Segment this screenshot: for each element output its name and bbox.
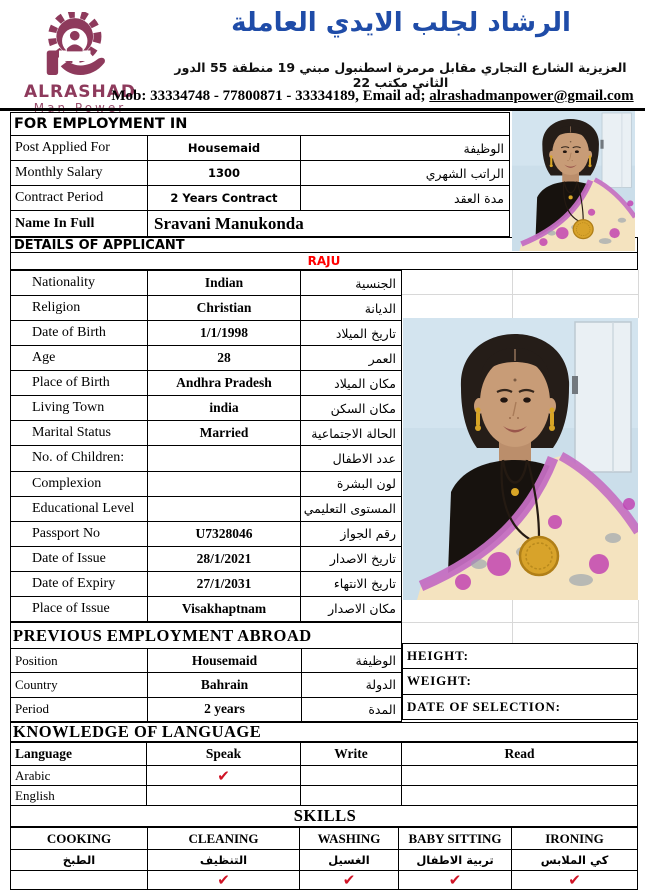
field-value: Visakhaptnam — [148, 596, 301, 621]
field-label: Name In Full — [11, 211, 148, 237]
field-value: 28 — [148, 346, 301, 371]
table-row — [11, 673, 402, 697]
field-value: Housemaid — [148, 649, 302, 673]
read-checkmark — [402, 766, 638, 786]
field-label: Date of Birth — [11, 321, 148, 346]
skill-header-arabic: التنظيف — [148, 850, 300, 871]
details-table — [10, 270, 402, 622]
field-value: 2 Years Contract — [148, 186, 301, 211]
table-row — [11, 623, 402, 649]
field-label: Living Town — [11, 396, 148, 421]
field-value: U7328046 — [148, 521, 301, 546]
field-label-arabic: الوظيفة — [301, 136, 510, 161]
agent-name-row — [10, 252, 638, 270]
table-row — [11, 697, 402, 721]
speak-checkmark — [147, 786, 301, 806]
table-row — [11, 496, 402, 521]
section-title-previous-employment: PREVIOUS EMPLOYMENT ABROAD — [11, 623, 402, 649]
agency-address-arabic: العزيزية الشارع التجاري مقابل مرمرة اسطنبول مبني 19 منطقة 55 الدور الثاني مكتب 22 — [174, 60, 627, 90]
applicant-name: Sravani Manukonda — [148, 211, 510, 237]
height-field: HEIGHT: — [403, 644, 638, 669]
agency-title-arabic: الرشاد لجلب الايدي العاملة — [231, 8, 571, 38]
column-header: Read — [402, 743, 638, 766]
table-row — [11, 211, 510, 237]
table-row — [11, 571, 402, 596]
table-row — [11, 421, 402, 446]
section-title-language — [10, 722, 638, 742]
field-value: india — [148, 396, 301, 421]
field-label: Position — [11, 649, 148, 673]
skill-checkmark: ✔ — [300, 871, 399, 890]
field-value: Christian — [148, 296, 301, 321]
table-row — [11, 521, 402, 546]
field-value: 1300 — [148, 161, 301, 186]
write-checkmark — [301, 766, 402, 786]
language-table — [10, 742, 638, 806]
manpower-logo-icon — [28, 12, 118, 82]
field-label: Age — [11, 346, 148, 371]
table-row — [11, 271, 402, 296]
table-row — [11, 471, 402, 496]
field-label: No. of Children: — [11, 446, 148, 471]
field-label: Complexion — [11, 471, 148, 496]
field-label-arabic: لون البشرة — [301, 471, 402, 496]
field-label: Place of Birth — [11, 371, 148, 396]
field-value — [148, 446, 301, 471]
contact-line — [100, 88, 645, 105]
skill-header: COOKING — [11, 828, 148, 850]
table-row — [11, 828, 638, 850]
skill-header-arabic: كي الملابس — [512, 850, 638, 871]
logo-wordmark: ALRASHAD — [24, 82, 136, 102]
field-value: 27/1/2031 — [148, 571, 301, 596]
skill-checkmark: ✔ — [512, 871, 638, 890]
skill-checkmark: ✔ — [399, 871, 512, 890]
table-row — [11, 446, 402, 471]
table-row — [11, 371, 402, 396]
column-header: Write — [301, 743, 402, 766]
section-title-details-text: DETAILS OF APPLICANT — [14, 237, 185, 253]
skill-header-arabic: الغسيل — [300, 850, 399, 871]
table-row — [11, 871, 638, 890]
skill-checkmark: ✔ — [148, 871, 300, 890]
selection-date-field: DATE OF SELECTION: — [403, 694, 638, 719]
field-label: Religion — [11, 296, 148, 321]
previous-employment-table — [10, 622, 402, 722]
field-value: Indian — [148, 271, 301, 296]
field-label-arabic: مكان الميلاد — [301, 371, 402, 396]
field-label: Educational Level — [11, 496, 148, 521]
field-value: 28/1/2021 — [148, 546, 301, 571]
skill-header: IRONING — [512, 828, 638, 850]
field-label: Period — [11, 697, 148, 721]
table-row — [403, 694, 638, 719]
field-label: Post Applied For — [11, 136, 148, 161]
field-label-arabic: الوظيفة — [302, 649, 402, 673]
weight-field: WEIGHT: — [403, 669, 638, 694]
table-row — [11, 396, 402, 421]
table-row — [11, 186, 510, 211]
skill-header: BABY SITTING — [399, 828, 512, 850]
field-label: Marital Status — [11, 421, 148, 446]
field-label-arabic: مكان الاصدار — [301, 596, 402, 621]
employment-table — [10, 112, 510, 237]
field-label-arabic: تاريخ الميلاد — [301, 321, 402, 346]
write-checkmark — [301, 786, 402, 806]
language-name: English — [11, 786, 147, 806]
read-checkmark — [402, 786, 638, 806]
field-label: Nationality — [11, 271, 148, 296]
agent-name: RAJU — [307, 254, 341, 268]
field-label-arabic: مكان السكن — [301, 396, 402, 421]
field-label: Place of Issue — [11, 596, 148, 621]
field-label-arabic: تاريخ الاصدار — [301, 546, 402, 571]
skill-header: CLEANING — [148, 828, 300, 850]
physical-table — [402, 643, 638, 720]
table-row — [11, 850, 638, 871]
table-row — [11, 786, 638, 806]
grid-remnant — [402, 270, 639, 318]
skill-header-arabic: الطبخ — [11, 850, 148, 871]
skill-header-arabic: تربية الاطفال — [399, 850, 512, 871]
table-row — [11, 649, 402, 673]
field-value: Bahrain — [148, 673, 302, 697]
table-row — [11, 596, 402, 621]
field-label-arabic: الراتب الشهري — [301, 161, 510, 186]
table-row — [11, 766, 638, 786]
table-row — [11, 136, 510, 161]
field-label: Contract Period — [11, 186, 148, 211]
grid-remnant — [402, 600, 639, 643]
table-row — [11, 546, 402, 571]
section-title-language-text: KNOWLEDGE OF LANGUAGE — [13, 722, 262, 741]
field-label: Country — [11, 673, 148, 697]
table-row — [11, 321, 402, 346]
table-row — [403, 644, 638, 669]
skill-checkmark — [11, 871, 148, 890]
field-label-arabic: المستوى التعليمي — [301, 496, 402, 521]
field-label-arabic: الدولة — [302, 673, 402, 697]
field-label-arabic: العمر — [301, 346, 402, 371]
table-row — [11, 346, 402, 371]
table-row — [11, 113, 510, 136]
skills-table — [10, 827, 638, 890]
field-label-arabic: الديانة — [301, 296, 402, 321]
table-row — [11, 161, 510, 186]
field-value: 1/1/1998 — [148, 321, 301, 346]
field-value: Andhra Pradesh — [148, 371, 301, 396]
field-label-arabic: تاريخ الانتهاء — [301, 571, 402, 596]
table-row — [11, 743, 638, 766]
field-value: 2 years — [148, 697, 302, 721]
field-label-arabic: المدة — [302, 697, 402, 721]
contact-numbers: Mob: 33334748 - 77800871 - 33334189, Email ad; — [111, 88, 430, 104]
field-value — [148, 496, 301, 521]
field-value — [148, 471, 301, 496]
field-label-arabic: رقم الجواز — [301, 521, 402, 546]
applicant-photo-small — [512, 111, 635, 251]
field-value: Housemaid — [148, 136, 301, 161]
language-name: Arabic — [11, 766, 147, 786]
section-title-skills-text: SKILLS — [293, 806, 357, 825]
field-label: Passport No — [11, 521, 148, 546]
field-label-arabic: الحالة الاجتماعية — [301, 421, 402, 446]
skill-header: WASHING — [300, 828, 399, 850]
field-label-arabic: عدد الاطفال — [301, 446, 402, 471]
applicant-photo-large — [403, 318, 638, 600]
field-label: Date of Expiry — [11, 571, 148, 596]
field-label: Monthly Salary — [11, 161, 148, 186]
speak-checkmark: ✔ — [147, 766, 301, 786]
column-header: Speak — [147, 743, 301, 766]
field-label-arabic: مدة العقد — [301, 186, 510, 211]
table-row — [403, 669, 638, 694]
section-title-skills — [10, 805, 638, 827]
field-label: Date of Issue — [11, 546, 148, 571]
column-header: Language — [11, 743, 147, 766]
field-value: Married — [148, 421, 301, 446]
field-label-arabic: الجنسية — [301, 271, 402, 296]
table-row — [11, 296, 402, 321]
email-link[interactable]: alrashadmanpower@gmail.com — [429, 88, 634, 104]
section-title-employment: FOR EMPLOYMENT IN — [11, 113, 510, 136]
